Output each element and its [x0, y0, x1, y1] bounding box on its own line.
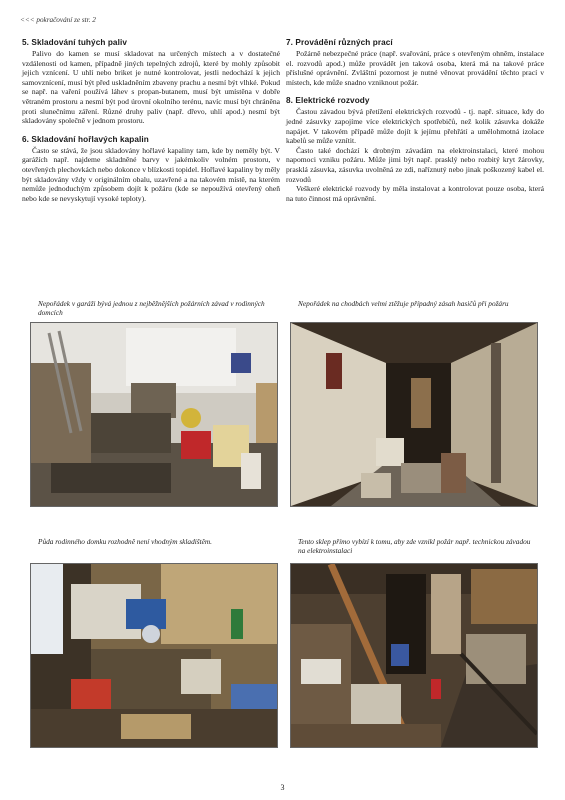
section-6-title: 6. Skladování hořlavých kapalin — [22, 134, 149, 144]
section-7-title: 7. Provádění různých prací — [286, 38, 393, 47]
section-5-title: 5. Skladování tuhých paliv — [22, 38, 127, 47]
section-7 — [286, 38, 544, 87]
right-column — [286, 38, 544, 212]
section-6-body: Často se stává, že jsou skladovány hořlavé kapaliny tam, kde by neměly být. V garážích např. najdeme skladněné barvy v jakémkoliv volném prostoru, v otevřených plechovkách nebo dokonce v blízkosti topidel. Hořlavé kapaliny by měly být skladovány vždy v originálním obalu, uzavřené a na takovém místě, na kterém nemůže jednoduchým způsobem dojít k požáru (kde se nepoužívá otevřený oheň nebo kde se nevyskytují vysoké teploty). — [22, 145, 280, 203]
photo-1-caption: Nepořádek v garáži bývá jednou z nejběžnějších požárních závad v rodinných domcích — [38, 299, 265, 317]
section-8-paragraph-2: Často také dochází k drobným závadám na elektroinstalaci, které mohou napomoci vzniku požáru. Může jimi být např. prasklý nebo rozbitý kryt žárovky, prasklá zásuvka, zásuvka uvolněná ze zdi, naříznutý nebo jinak poškozený kabel el. rozvodů — [286, 145, 544, 184]
photo-2-caption: Nepořádek na chodbách velmi ztěžuje případný zásah hasičů při požáru — [298, 299, 509, 308]
section-8-paragraph-1: Častou závadou bývá přetížení elektrických rozvodů - tj. např. situace, kdy do jedné zásuvky zapojíme více elektrických spotřebičů, než kolik zásuvka dokáže napájet. V takovém případě může dojít k jejímu přehřátí a umělohmotná izolace kabelů se může vznítit. — [286, 107, 544, 146]
corridor-photo — [290, 322, 538, 507]
section-5-body: Palivo do kamen se musí skladovat na určených místech a v dostatečné vzdálenosti od kamen, případně jiných tepelných zdrojů, které by mohly způsobit jejich vznícení. U uhlí nebo briket je nutné kontrolovat, jestli nedochází k jejich samovznícení, musí být před uskladněním zbaveny prachu a nesmí být vlhké. Pokud se např. na vaření používá láhev s propan-butanem, musí být umístěna v dobře větraném prostoru a nesmí být pod úrovní okolního terénu, navíc musí být chráněna proti slunečnímu záření. Různé druhy paliv (např. dřevo, uhlí apod.) nesmí být skladovány společně v jednom prostoru. — [22, 49, 280, 126]
page-number: 3 — [280, 783, 285, 792]
cellar-photo — [290, 563, 538, 748]
section-8-paragraph-3: Veškeré elektrické rozvody by měla instalovat a kontrolovat pouze osoba, která na tuto činnost má oprávnění. — [286, 184, 544, 203]
section-7-body: Požárně nebezpečné práce (např. svařování, práce s otevřeným ohněm, instalace el. rozvodů apod.) může provádět jen taková osoba, která má na takové práce příslušné oprávnění. Zvláštní pozornost je nutné věnovat provádění těchto prací v místech, kde může snadno vzniknout požár. — [286, 49, 544, 87]
section-5 — [22, 38, 280, 126]
section-8 — [286, 96, 544, 203]
garage-photo — [30, 322, 278, 507]
section-8-title: 8. Elektrické rozvody — [286, 96, 370, 106]
attic-photo — [30, 563, 278, 748]
section-6 — [22, 135, 280, 204]
left-column — [22, 38, 280, 212]
photo-4-caption: Tento sklep přímo vybízí k tomu, aby zde vznikl požár např. technickou závadou na elektroinstalaci — [298, 537, 531, 555]
photo-3-caption: Půda rodinného domku rozhodně není vhodným skladištěm. — [38, 537, 212, 546]
running-head: <<< pokračování ze str. 2 — [20, 16, 96, 24]
